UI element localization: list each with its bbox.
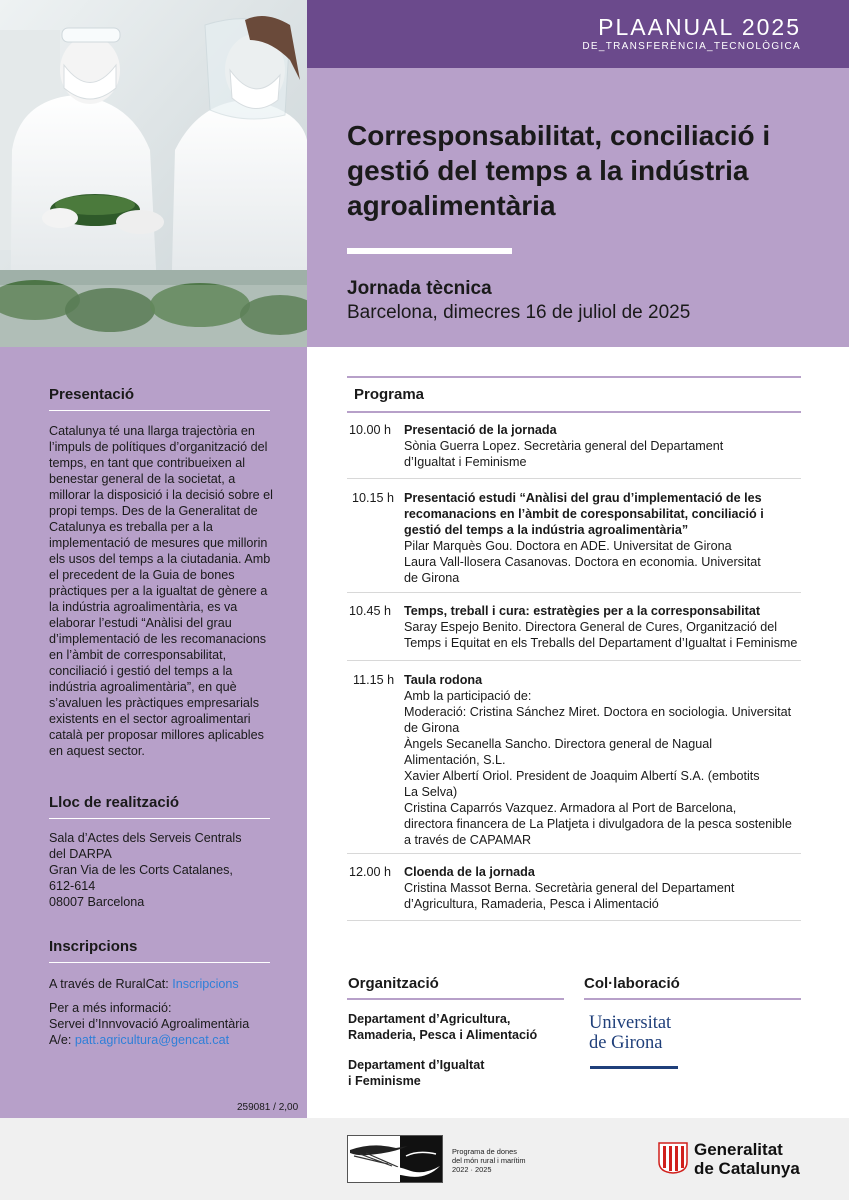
- email-link[interactable]: patt.agricultura@gencat.cat: [74, 1033, 230, 1047]
- plan-anual-logo: [582, 15, 801, 54]
- program-line: Temps i Equitat en els Treballs del Departament d’Igualtat i Feminisme: [404, 636, 798, 650]
- program-line: a través de CAPAMAR: [404, 833, 532, 847]
- info-line2: Servei d’Innvovació Agroalimentària: [49, 1017, 250, 1031]
- program-line: directora financera de La Platjeta i divulgadora de la pesca sostenible: [404, 817, 792, 831]
- org-agricultura: [348, 1011, 578, 1043]
- programa-bottom-rule: [347, 411, 801, 413]
- food-workers-photo: [0, 0, 307, 347]
- program-separator: [347, 660, 801, 661]
- program-line: Moderació: Cristina Sánchez Miret. Doctora en sociologia. Universitat: [404, 705, 792, 719]
- program-line: d’Agricultura, Ramaderia, Pesca i Alimentació: [404, 897, 659, 911]
- program-line: Saray Espejo Benito. Directora General de Cures, Organització del: [404, 620, 778, 634]
- program-title-line: recomanacions en l’àmbit de coresponsabilitat, conciliació i: [404, 507, 764, 521]
- program-separator: [347, 853, 801, 854]
- organitzacio-rule: [347, 998, 564, 1000]
- inscripcions-via: [49, 976, 275, 992]
- program-title: Presentació de la jornada: [404, 423, 557, 437]
- header-photo: [0, 0, 307, 347]
- program-line: Cristina Caparrós Vazquez. Armadora al Port de Barcelona,: [404, 801, 737, 815]
- lloc-line: Gran Via de les Corts Catalanes,: [49, 863, 233, 877]
- inscripcions-link[interactable]: Inscripcions: [172, 977, 239, 991]
- title-divider: [347, 248, 512, 254]
- lloc-line: Sala d’Actes dels Serveis Centrals: [49, 831, 242, 845]
- udg-logo-line1: Universitat: [589, 1013, 672, 1033]
- program-title: Taula rodona: [404, 673, 483, 687]
- collaboracio-heading: Col·laboració: [584, 975, 680, 992]
- inscripcions-via-prefix: A través de RuralCat:: [49, 977, 173, 991]
- program-line: Àngels Secanella Sancho. Directora general de Nagual: [404, 737, 713, 751]
- email-line: [49, 1032, 275, 1048]
- program-line: Sònia Guerra Lopez. Secretària general del Departament: [404, 439, 724, 453]
- org1-line1: Departament d’Agricultura,: [348, 1012, 511, 1026]
- program-content: [404, 603, 804, 651]
- presentacio-heading: Presentació: [49, 386, 135, 403]
- org2-line2: i Feminisme: [348, 1074, 421, 1088]
- page-title: Corresponsabilitat, conciliació i gestió del temps a la indústria agroalimentària: [347, 120, 771, 221]
- program-line: Amb la participació de:: [404, 689, 532, 703]
- program-separator: [347, 592, 801, 593]
- programa-top-rule: [347, 376, 801, 378]
- program-content: [404, 422, 804, 470]
- program-line: de Girona: [404, 571, 460, 585]
- wheat-wave-icon: [348, 1136, 443, 1183]
- event-type: Jornada tècnica: [347, 278, 492, 299]
- dones-line: 2022 · 2025: [452, 1165, 492, 1174]
- program-title: Temps, treball i cura: estratègies per a la corresponsabilitat: [404, 604, 761, 618]
- program-time: 10.15 h: [352, 491, 395, 505]
- dones-line: Programa de dones: [452, 1147, 517, 1156]
- title-panel: [307, 68, 849, 347]
- event-date: Barcelona, dimecres 16 de juliol de 2025: [347, 302, 691, 323]
- more-info: [49, 1000, 275, 1048]
- program-line: Xavier Albertí Oriol. President de Joaquim Albertí S.A. (embotits: [404, 769, 760, 783]
- plan-logo-line1: PLAANUAL 2025: [598, 14, 801, 40]
- dones-program-text: [452, 1147, 526, 1174]
- program-line: de Girona: [404, 721, 460, 735]
- program-title-line: gestió del temps a la indústria agroalimentària”: [404, 523, 689, 537]
- programa-heading: Programa: [354, 386, 425, 403]
- lloc-heading: Lloc de realització: [49, 794, 180, 811]
- program-content: [404, 864, 804, 912]
- program-line: La Selva): [404, 785, 458, 799]
- program-title: Cloenda de la jornada: [404, 865, 535, 879]
- udg-logo: [589, 1013, 671, 1053]
- udg-logo-line2: de Girona: [589, 1033, 663, 1053]
- program-time: 11.15 h: [353, 673, 395, 687]
- program-time: 10.00 h: [349, 423, 392, 437]
- email-prefix: A/e:: [49, 1033, 75, 1047]
- program-content: [404, 672, 804, 848]
- program-time: 12.00 h: [349, 865, 392, 879]
- org-igualtat: [348, 1057, 578, 1089]
- program-line: d’Igualtat i Feminisme: [404, 455, 527, 469]
- organitzacio-heading: Organització: [348, 975, 439, 992]
- inscripcions-rule: [49, 962, 270, 963]
- program-line: Cristina Massot Berna. Secretària general del Departament: [404, 881, 735, 895]
- program-time: 10.45 h: [349, 604, 392, 618]
- top-band: [307, 0, 849, 68]
- lloc-rule: [49, 818, 270, 819]
- org1-line2: Ramaderia, Pesca i Alimentació: [348, 1028, 538, 1042]
- dones-line: del món rural i marítim: [452, 1156, 526, 1165]
- program-content: [404, 490, 804, 586]
- dones-rural-logo: [347, 1135, 443, 1183]
- org2-line1: Departament d’Igualtat: [348, 1058, 485, 1072]
- lloc-address: [49, 830, 275, 910]
- collaboracio-rule: [584, 998, 801, 1000]
- reference-code: 259081 / 2,00: [237, 1102, 299, 1113]
- inscripcions-heading: Inscripcions: [49, 938, 138, 955]
- footer: [0, 1118, 849, 1200]
- lloc-line: del DARPA: [49, 847, 112, 861]
- program-line: Alimentación, S.L.: [404, 753, 506, 767]
- program-line: Laura Vall-llosera Casanovas. Doctora en economia. Universitat: [404, 555, 761, 569]
- program-title-line: Presentació estudi “Anàlisi del grau d’implementació de les: [404, 491, 762, 505]
- gen-line2: de Catalunya: [694, 1159, 800, 1178]
- udg-logo-bar: [590, 1066, 678, 1069]
- lloc-line: 612-614: [49, 879, 96, 893]
- program-separator: [347, 920, 801, 921]
- info-line1: Per a més informació:: [49, 1001, 172, 1015]
- program-line: Pilar Marquès Gou. Doctora en ADE. Universitat de Girona: [404, 539, 732, 553]
- program-separator: [347, 478, 801, 479]
- senyera-shield-icon: [658, 1142, 688, 1174]
- gen-line1: Generalitat: [694, 1140, 783, 1159]
- generalitat-logo-text: [694, 1140, 800, 1178]
- presentacio-text: Catalunya té una llarga trajectòria en l’impuls de polítiques d’organització del temps, en tant que contribueixen al benestar general de la societat, a millorar la disposició i la decisió sobre el propi temps. Des de la Generalitat de Catalunya es treballa per a la implementació de mesures que millorin els usos del temps a la ciutadania. Amb el precedent de la Guia de bones pràctiques per a la igualtat de gènere a la indústria agroalimentària, es va elaborar l’estudi “Anàlisi del grau d’implementació de les recomanacions en l’àmbit de corresponsabilitat, conciliació i gestió del temps a la indústria agroalimentària”, en què s’avaluen les pràctiques empresarials existents en el sector agroalimentari català per proposar millores aplicables en aquest sector.: [49, 424, 273, 758]
- lloc-line: 08007 Barcelona: [49, 895, 145, 909]
- plan-logo-line2: DE_TRANSFERÈNCIA_TECNOLÒGICA: [582, 41, 801, 52]
- presentacio-rule: [49, 410, 270, 411]
